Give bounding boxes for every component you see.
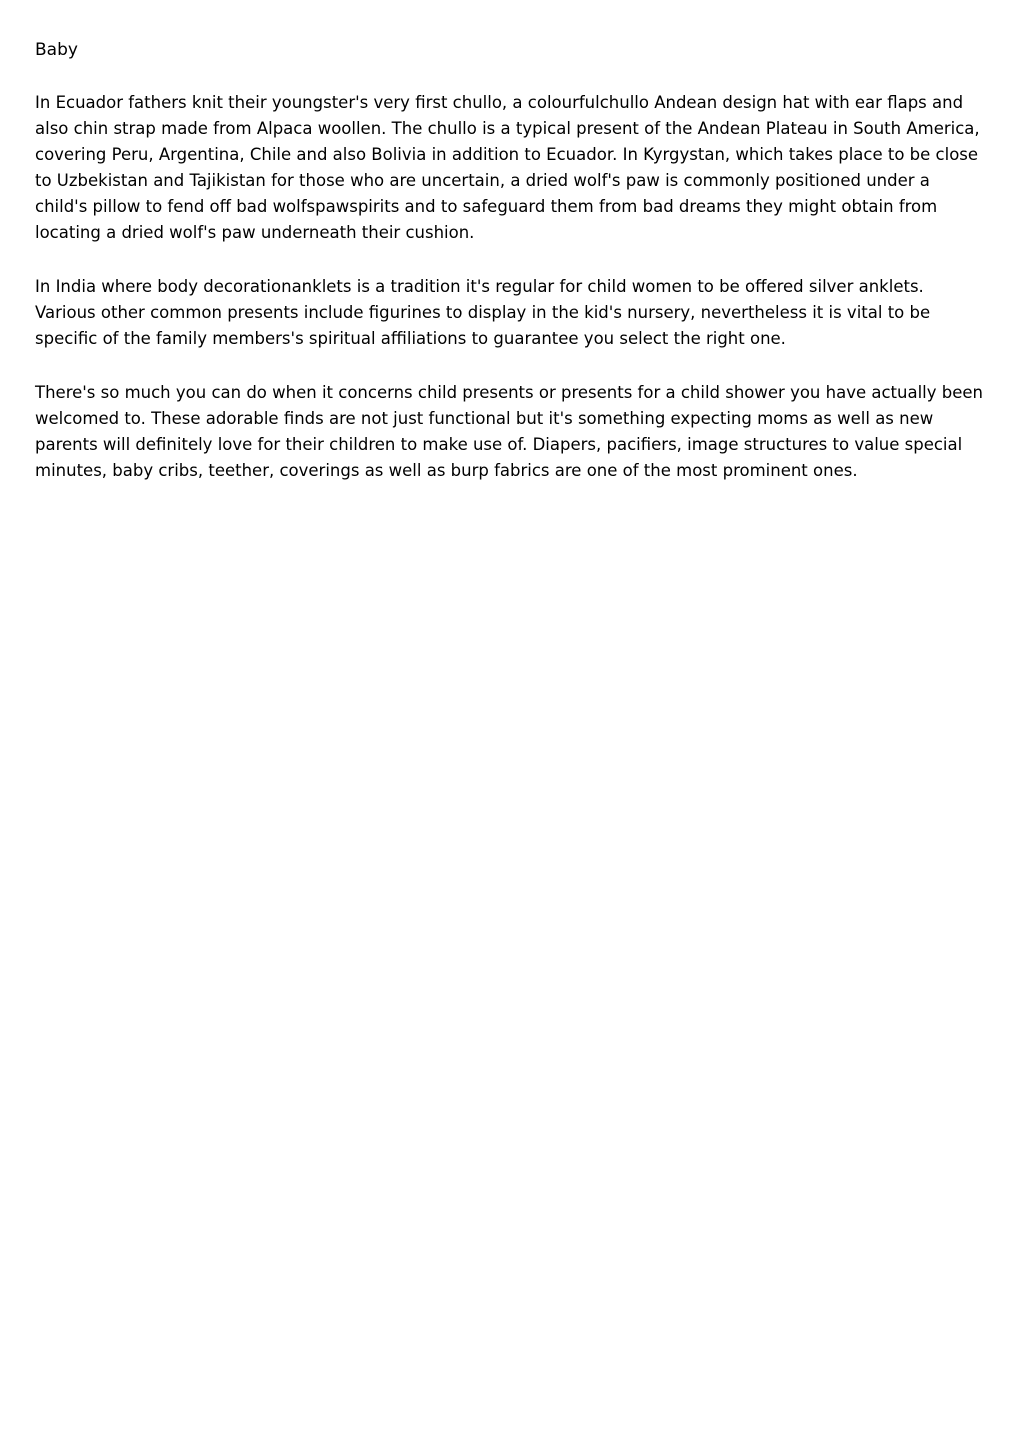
- paragraph-line: In Ecuador fathers knit their youngster's very first chullo, a colourfulchullo Andean design hat with ear flaps and: [35, 93, 964, 112]
- paragraph-line: welcomed to. These adorable finds are not just functional but it's something expecting moms as well as new: [35, 409, 934, 428]
- paragraph-line: covering Peru, Argentina, Chile and also Bolivia in addition to Ecuador. In Kyrgystan, which takes place to be close: [35, 145, 979, 164]
- paragraph-india: [35, 274, 995, 352]
- paragraph-line: Various other common presents include figurines to display in the kid's nursery, nevertheless it is vital to be: [35, 303, 931, 322]
- paragraph-line: specific of the family members's spiritual affiliations to guarantee you select the right one.: [35, 329, 786, 348]
- paragraph-line: There's so much you can do when it concerns child presents or presents for a child shower you have actually been: [35, 383, 984, 402]
- paragraph-line: to Uzbekistan and Tajikistan for those who are uncertain, a dried wolf's paw is commonly positioned under a: [35, 171, 930, 190]
- paragraph-baby-presents: [35, 380, 995, 484]
- paragraph-line: In India where body decorationanklets is a tradition it's regular for child women to be offered silver anklets.: [35, 277, 924, 296]
- paragraph-line: parents will definitely love for their children to make use of. Diapers, pacifiers, image structures to value special: [35, 435, 963, 454]
- paragraph-line: locating a dried wolf's paw underneath their cushion.: [35, 223, 475, 242]
- document-page: [35, 37, 995, 512]
- paragraph-ecuador: [35, 90, 995, 246]
- paragraph-line: also chin strap made from Alpaca woollen. The chullo is a typical present of the Andean Plateau in South America,: [35, 119, 980, 138]
- document-title: Baby: [35, 40, 78, 60]
- paragraph-line: minutes, baby cribs, teether, coverings as well as burp fabrics are one of the most prominent ones.: [35, 461, 858, 480]
- paragraph-line: child's pillow to fend off bad wolfspawspirits and to safeguard them from bad dreams they might obtain from: [35, 197, 938, 216]
